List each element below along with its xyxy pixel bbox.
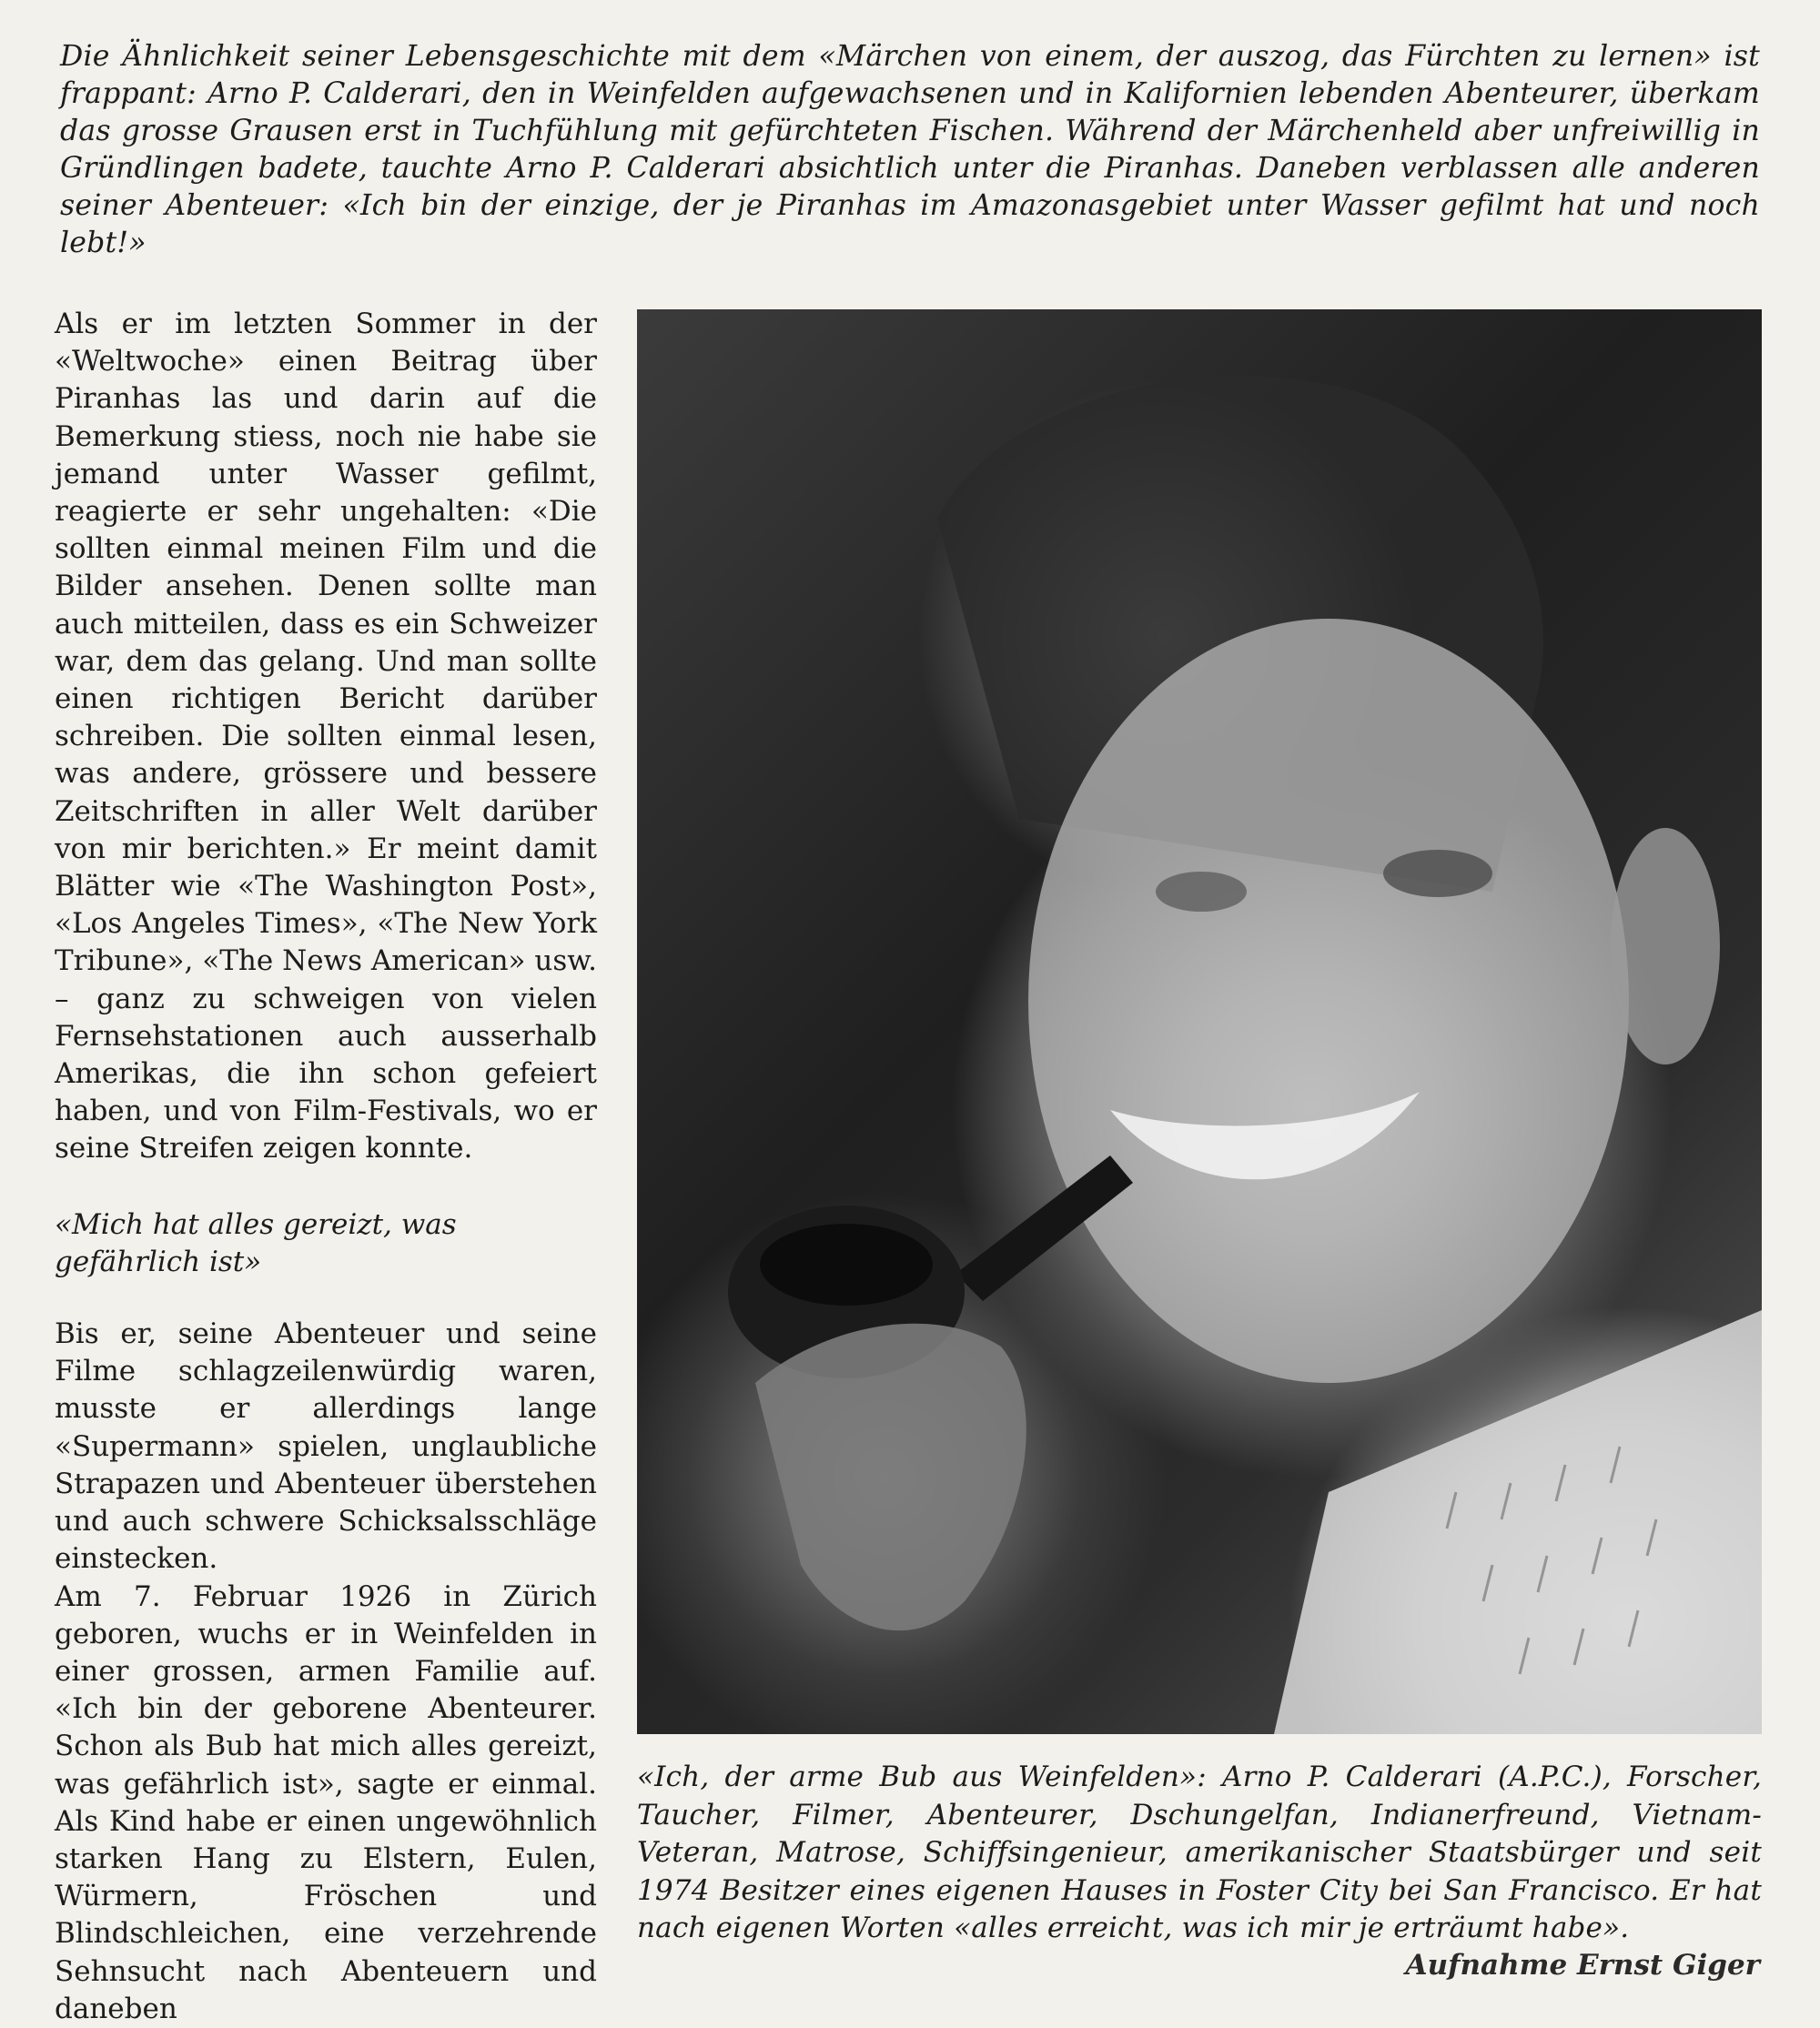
intro-paragraph — [60, 38, 1760, 262]
photo-caption — [637, 1759, 1762, 1948]
portrait-illustration — [637, 309, 1762, 1734]
body-paragraph-2: Bis er, seine Abenteuer und seine Filme schlagzeilenwürdig waren, musste er allerdings lange «Supermann» spielen, unglaubliche Strapazen und Abenteuer überstehen und auch schwere Schicksalsschläge einstecken. — [55, 1317, 597, 1576]
subheading: «Mich hat alles gereizt, was gefährlich ist» — [55, 1207, 457, 1278]
body-column — [55, 306, 597, 2028]
intro-text: Die Ähnlichkeit seiner Lebensgeschichte mit dem «Märchen von einem, der auszog, das Fürchten zu lernen» ist frappant: Arno P. Calderari, den in Weinfelden aufgewachsenen und in Kalifornien lebenden Abenteurer, überkam das grosse Grausen erst in Tuchfühlung mit gefürchteten Fischen. Während der Märchenheld aber unfreiwillig in Gründlingen badete, tauchte Arno P. Calderari absichtlich unter die Piranhas. Daneben verblassen alle anderen seiner Abenteuer: «Ich bin der einzige, der je Piranhas im Amazonasgebiet unter Wasser gefilmt hat und noch lebt!» — [60, 40, 1760, 259]
body-paragraph-1: Als er im letzten Sommer in der «Weltwoche» einen Beitrag über Piranhas las und darin auf die Bemerkung stiess, noch nie habe sie jemand unter Wasser gefilmt, reagierte er sehr ungehalten: «Die sollten einmal meinen Film und die Bilder ansehen. Denen sollte man auch mitteilen, dass es ein Schweizer war, dem das gelang. Und man sollte einen richtigen Bericht darüber schreiben. Die sollten einmal lesen, was andere, grössere und bessere Zeitschriften in aller Welt darüber von mir berichten.» Er meint damit Blätter wie «The Washington Post», «Los Angeles Times», «The New York Tribune», «The News American» usw. – ganz zu schweigen von vielen Fernsehstationen auch ausserhalb Amerikas, die ihn schon gefeiert haben, und von Film-Festivals, wo er seine Streifen zeigen konnte. — [55, 308, 597, 1165]
photo-credit: Aufnahme Ernst Giger — [1405, 1949, 1760, 1982]
body-paragraph-3: Am 7. Februar 1926 in Zürich geboren, wuchs er in Weinfelden in einer grossen, armen Familie auf. «Ich bin der geborene Abenteurer. Schon als Bub hat mich alles gereizt, was gefährlich ist», sagte er einmal. Als Kind habe er einen ungewöhnlich starken Hang zu Elstern, Eulen, Würmern, Fröschen und Blindschleichen, eine verzehrende Sehnsucht nach Abenteuern und daneben — [55, 1579, 597, 2025]
caption-text: «Ich, der arme Bub aus Weinfelden»: Arno P. Calderari (A.P.C.), Forscher, Taucher, Filmer, Abenteurer, Dschungelfan, Indianerfreund, Vietnam-Veteran, Matrose, Schiffsingenieur, amerikanischer Staatsbürger und seit 1974 Besitzer eines eigenen Hauses in Foster City bei San Francisco. Er hat nach eigenen Worten «alles erreicht, was ich mir je erträumt habe». — [637, 1761, 1762, 1944]
portrait-photo — [637, 309, 1762, 1734]
